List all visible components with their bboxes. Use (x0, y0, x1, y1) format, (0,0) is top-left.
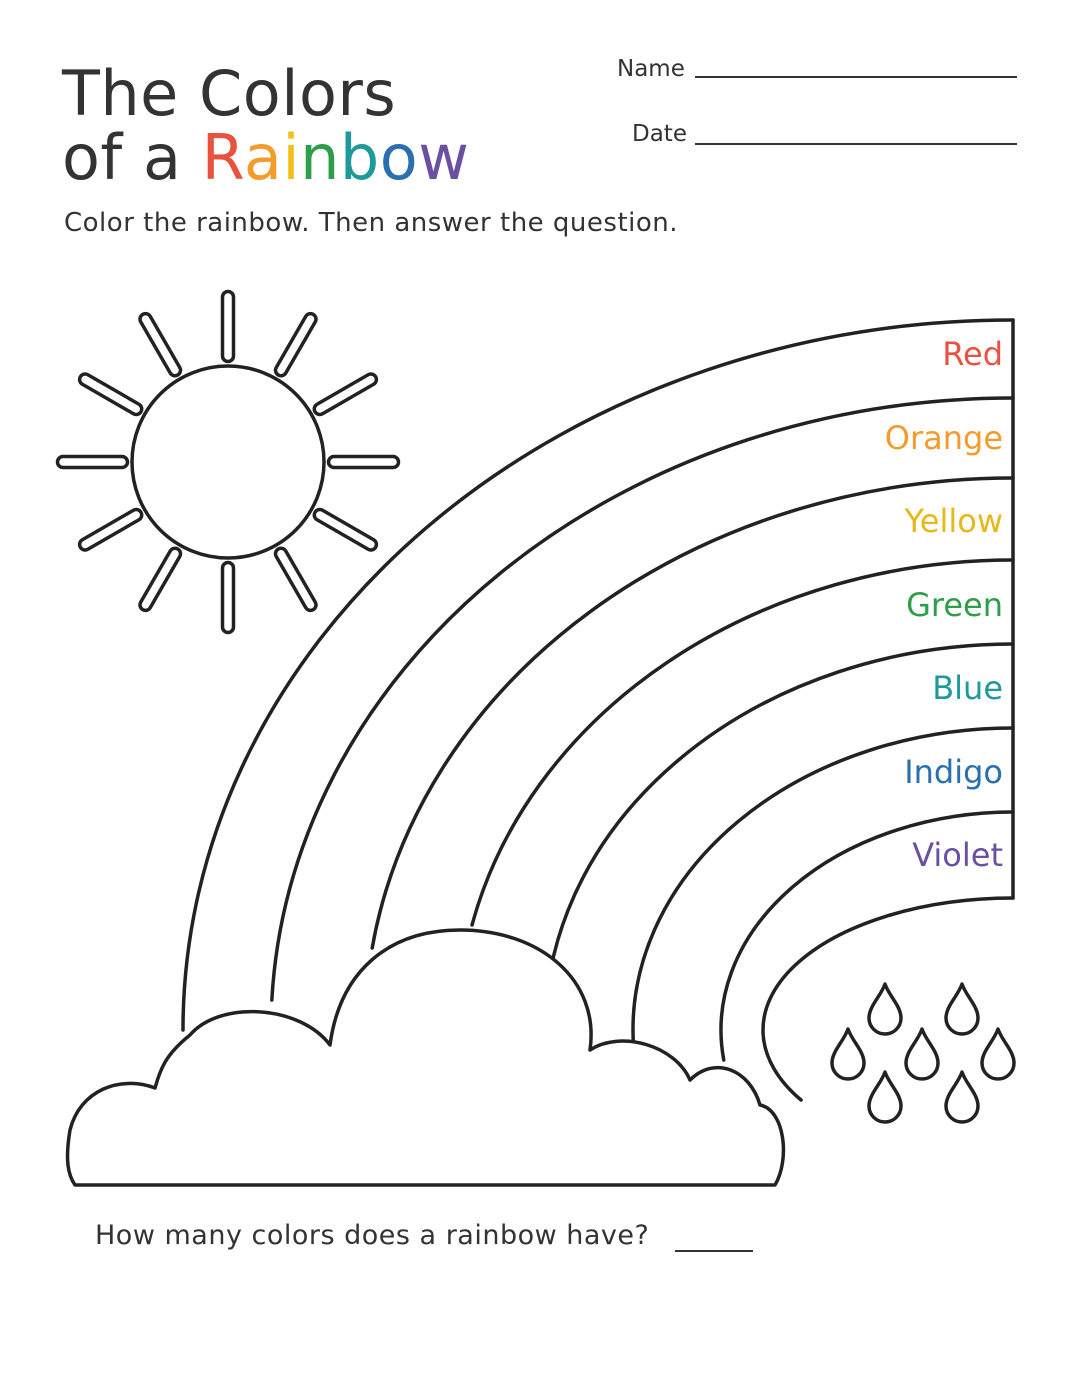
sun-ray (58, 457, 128, 468)
rainbow-letter: R (201, 121, 244, 194)
raindrop-icon (982, 1029, 1014, 1079)
title-prefix: of a (62, 121, 202, 194)
sun-ray (80, 374, 142, 414)
band-label-yellow: Yellow (904, 502, 1003, 540)
band-label-green: Green (906, 586, 1003, 624)
sun-ray (223, 563, 234, 633)
band-label-red: Red (942, 335, 1003, 373)
sun-ray (314, 510, 376, 550)
instructions: Color the rainbow. Then answer the question. (64, 208, 679, 238)
rainbow-letter: a (243, 121, 283, 194)
band-label-violet: Violet (912, 836, 1003, 874)
sun-ray (140, 314, 180, 376)
band-label-orange: Orange (884, 419, 1003, 457)
raindrop-icon (832, 1029, 864, 1079)
sun-icon (58, 292, 399, 633)
sun-ray (223, 292, 234, 362)
raindrop-icon (869, 984, 901, 1034)
sun-ray (276, 548, 317, 610)
question: How many colors does a rainbow have? (95, 1220, 650, 1251)
rainbow-letter: n (300, 121, 340, 194)
sun-ray (314, 374, 376, 414)
rainbow-letter: w (418, 121, 470, 194)
date-label: Date (632, 121, 687, 147)
sun-ray (140, 548, 180, 610)
raindrop-icon (946, 1072, 978, 1122)
cloud-icon (68, 930, 784, 1185)
sun-ray (329, 457, 399, 468)
sun-ray (275, 314, 315, 376)
band-label-indigo: Indigo (904, 753, 1003, 791)
raindrop-icon (946, 984, 978, 1034)
title-line-1: The Colors (62, 57, 397, 130)
rainbow-arc (372, 478, 1013, 948)
raindrop-icon (869, 1072, 901, 1122)
band-label-blue: Blue (932, 669, 1003, 707)
name-label: Name (617, 56, 685, 82)
rainbow-letter: b (339, 121, 380, 194)
raindrops-icon (832, 984, 1014, 1122)
answer-line[interactable] (675, 1250, 753, 1252)
rainbow-arc (272, 398, 1013, 1000)
rainbow-letter: i (282, 121, 301, 194)
raindrop-icon (906, 1029, 938, 1079)
rainbow-letter: o (379, 121, 419, 194)
sun-ray (80, 510, 142, 550)
